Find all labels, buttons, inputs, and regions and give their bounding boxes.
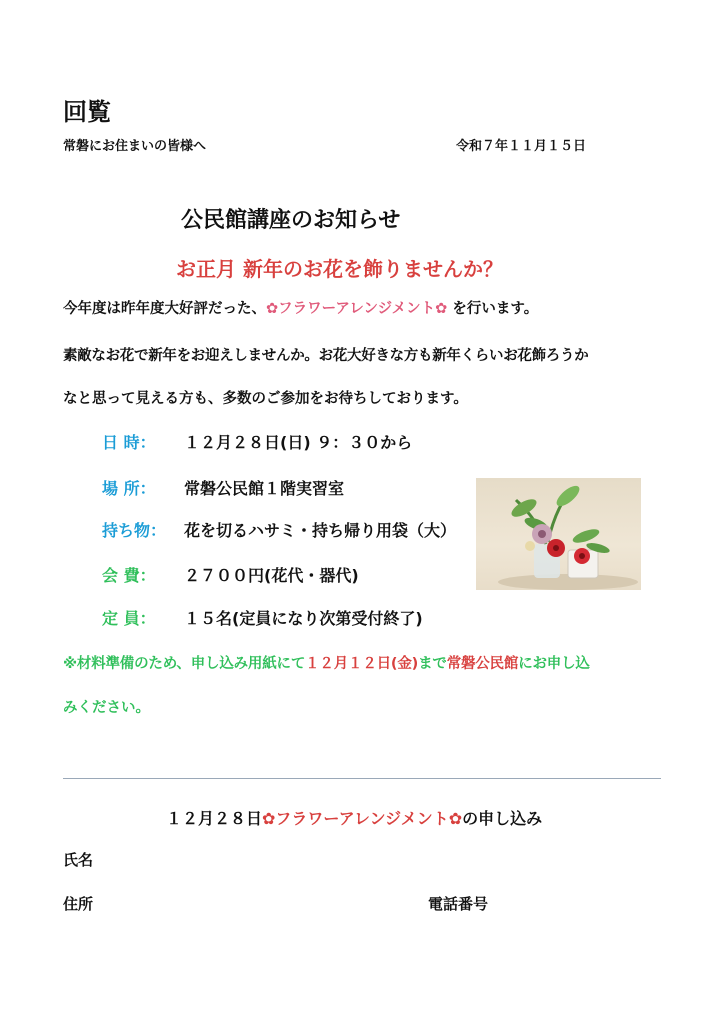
detail-label: 定 員： — [102, 609, 156, 628]
form-title-date: １２月２８日 — [166, 809, 263, 828]
detail-value: １２月２８日(日) ９：３０から — [184, 433, 413, 452]
intro-line-1 — [63, 297, 538, 318]
detail-datetime — [102, 430, 412, 453]
notice-subtitle: お正月 新年のお花を飾りませんか？ — [176, 257, 503, 281]
detail-value: ２７００円(花代・器代) — [184, 566, 359, 585]
deadline-date: １２月１２日(金) — [305, 656, 419, 672]
note-text: ※材料準備のため、申し込み用紙にて — [63, 656, 306, 672]
cut-line — [63, 778, 661, 779]
detail-value: １５名(定員になり次第受付終了) — [184, 609, 423, 628]
flower-arrangement-photo — [476, 478, 641, 590]
intro-text: 今年度は昨年度大好評だった、 — [63, 301, 266, 317]
detail-value: 常磐公民館１階実習室 — [184, 479, 345, 498]
circular-heading: 回覧 — [63, 98, 111, 126]
detail-place — [102, 476, 344, 499]
note-text: まで — [418, 656, 447, 672]
intro-line-2: 素敵なお花で新年をお迎えしませんか。お花大好きな方も新年くらいお花飾ろうか — [63, 348, 589, 364]
recipient-line: 常磐にお住まいの皆様へ — [63, 139, 207, 154]
flower-arrangement-label: ✿フラワーアレンジメント✿ — [266, 301, 448, 317]
venue-name: 常磐公民館 — [446, 656, 519, 672]
detail-label: 会 費： — [102, 566, 156, 585]
form-title-suffix: の申し込み — [462, 809, 543, 828]
intro-text-end: を行います。 — [447, 301, 539, 317]
application-note-line-1 — [63, 652, 590, 673]
detail-fee — [102, 563, 359, 586]
intro-line-3: なと思って見える方も、多数のご参加をお待ちしております。 — [63, 391, 468, 407]
notice-title: 公民館講座のお知らせ — [181, 208, 401, 233]
detail-belongings — [102, 518, 456, 541]
phone-field-label: 電話番号 — [428, 895, 489, 913]
form-title-course: ✿フラワーアレンジメント✿ — [262, 809, 463, 828]
detail-value: 花を切るハサミ・持ち帰り用袋（大） — [184, 521, 457, 540]
application-form-title — [166, 806, 542, 829]
address-field-label: 住所 — [63, 895, 94, 913]
name-field-label: 氏名 — [63, 851, 94, 869]
note-text: にお申し込 — [518, 656, 590, 672]
detail-label: 日 時： — [102, 433, 156, 452]
flower-arrangement-image — [476, 478, 641, 590]
detail-label: 場 所： — [102, 479, 156, 498]
application-note-line-2: みください。 — [63, 700, 150, 716]
detail-capacity — [102, 606, 423, 629]
detail-label: 持ち物： — [102, 521, 167, 540]
issue-date: 令和７年１１月１５日 — [456, 139, 587, 154]
